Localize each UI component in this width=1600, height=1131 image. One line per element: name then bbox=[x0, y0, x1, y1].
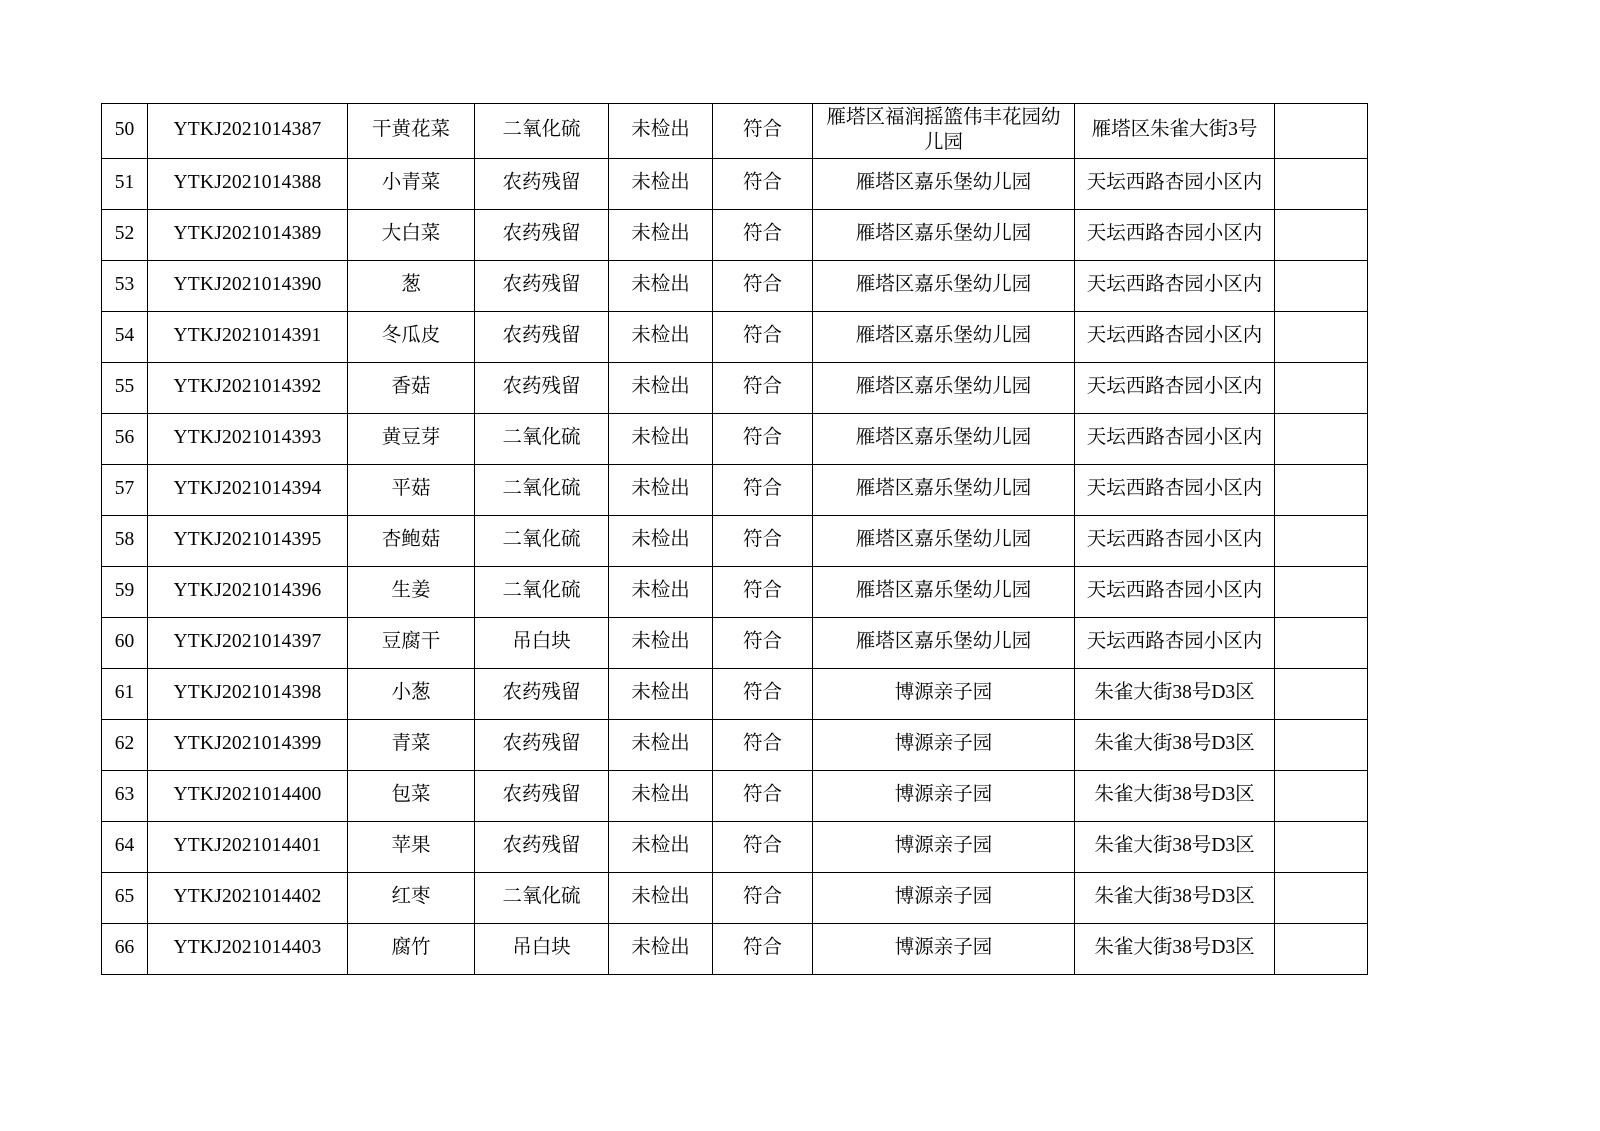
cell-address: 朱雀大街38号D3区 bbox=[1075, 668, 1275, 719]
inspection-results-table bbox=[101, 103, 1368, 975]
table-row bbox=[102, 821, 1368, 872]
table-row bbox=[102, 923, 1368, 974]
cell-index: 51 bbox=[102, 158, 148, 209]
cell-address: 朱雀大街38号D3区 bbox=[1075, 821, 1275, 872]
cell-conclusion: 符合 bbox=[713, 617, 813, 668]
table-row bbox=[102, 209, 1368, 260]
cell-address: 朱雀大街38号D3区 bbox=[1075, 872, 1275, 923]
cell-inspected-unit: 博源亲子园 bbox=[813, 668, 1075, 719]
cell-inspected-unit: 博源亲子园 bbox=[813, 923, 1075, 974]
cell-sample-code: YTKJ2021014387 bbox=[148, 104, 348, 159]
cell-test-parameter: 农药残留 bbox=[475, 158, 609, 209]
cell-sample-name: 红枣 bbox=[348, 872, 475, 923]
cell-index: 54 bbox=[102, 311, 148, 362]
cell-inspected-unit: 雁塔区嘉乐堡幼儿园 bbox=[813, 464, 1075, 515]
cell-inspected-unit: 博源亲子园 bbox=[813, 719, 1075, 770]
table-row bbox=[102, 464, 1368, 515]
cell-index: 62 bbox=[102, 719, 148, 770]
cell-conclusion: 符合 bbox=[713, 719, 813, 770]
cell-sample-code: YTKJ2021014403 bbox=[148, 923, 348, 974]
cell-index: 65 bbox=[102, 872, 148, 923]
cell-index: 56 bbox=[102, 413, 148, 464]
cell-test-parameter: 农药残留 bbox=[475, 362, 609, 413]
cell-inspected-unit: 博源亲子园 bbox=[813, 770, 1075, 821]
cell-address: 天坛西路杏园小区内 bbox=[1075, 209, 1275, 260]
cell-conclusion: 符合 bbox=[713, 821, 813, 872]
cell-test-result: 未检出 bbox=[609, 770, 713, 821]
cell-index: 52 bbox=[102, 209, 148, 260]
cell-test-parameter: 农药残留 bbox=[475, 311, 609, 362]
cell-sample-code: YTKJ2021014391 bbox=[148, 311, 348, 362]
cell-remark bbox=[1275, 158, 1368, 209]
cell-address: 天坛西路杏园小区内 bbox=[1075, 617, 1275, 668]
cell-test-result: 未检出 bbox=[609, 104, 713, 159]
cell-address: 朱雀大街38号D3区 bbox=[1075, 923, 1275, 974]
cell-index: 53 bbox=[102, 260, 148, 311]
cell-test-parameter: 农药残留 bbox=[475, 668, 609, 719]
cell-test-result: 未检出 bbox=[609, 464, 713, 515]
cell-remark bbox=[1275, 719, 1368, 770]
cell-sample-name: 小葱 bbox=[348, 668, 475, 719]
cell-test-result: 未检出 bbox=[609, 923, 713, 974]
cell-sample-name: 干黄花菜 bbox=[348, 104, 475, 159]
cell-test-result: 未检出 bbox=[609, 515, 713, 566]
table-row bbox=[102, 668, 1368, 719]
cell-address: 天坛西路杏园小区内 bbox=[1075, 515, 1275, 566]
cell-sample-code: YTKJ2021014395 bbox=[148, 515, 348, 566]
cell-sample-code: YTKJ2021014393 bbox=[148, 413, 348, 464]
cell-sample-name: 苹果 bbox=[348, 821, 475, 872]
table-row bbox=[102, 617, 1368, 668]
cell-test-result: 未检出 bbox=[609, 617, 713, 668]
cell-test-result: 未检出 bbox=[609, 872, 713, 923]
cell-test-parameter: 吊白块 bbox=[475, 617, 609, 668]
cell-test-result: 未检出 bbox=[609, 209, 713, 260]
cell-test-result: 未检出 bbox=[609, 668, 713, 719]
cell-remark bbox=[1275, 566, 1368, 617]
cell-test-result: 未检出 bbox=[609, 413, 713, 464]
cell-inspected-unit: 雁塔区嘉乐堡幼儿园 bbox=[813, 515, 1075, 566]
cell-conclusion: 符合 bbox=[713, 770, 813, 821]
cell-sample-code: YTKJ2021014397 bbox=[148, 617, 348, 668]
cell-inspected-unit: 雁塔区嘉乐堡幼儿园 bbox=[813, 413, 1075, 464]
cell-sample-name: 杏鲍菇 bbox=[348, 515, 475, 566]
cell-conclusion: 符合 bbox=[713, 104, 813, 159]
cell-sample-name: 青菜 bbox=[348, 719, 475, 770]
cell-test-result: 未检出 bbox=[609, 362, 713, 413]
cell-sample-name: 平菇 bbox=[348, 464, 475, 515]
cell-inspected-unit: 博源亲子园 bbox=[813, 821, 1075, 872]
cell-index: 63 bbox=[102, 770, 148, 821]
cell-index: 57 bbox=[102, 464, 148, 515]
cell-test-parameter: 农药残留 bbox=[475, 260, 609, 311]
cell-remark bbox=[1275, 668, 1368, 719]
cell-test-parameter: 二氧化硫 bbox=[475, 872, 609, 923]
cell-sample-name: 大白菜 bbox=[348, 209, 475, 260]
cell-test-parameter: 农药残留 bbox=[475, 719, 609, 770]
cell-test-parameter: 二氧化硫 bbox=[475, 464, 609, 515]
cell-test-result: 未检出 bbox=[609, 566, 713, 617]
cell-address: 天坛西路杏园小区内 bbox=[1075, 311, 1275, 362]
cell-test-result: 未检出 bbox=[609, 821, 713, 872]
table-row bbox=[102, 719, 1368, 770]
cell-test-result: 未检出 bbox=[609, 719, 713, 770]
cell-test-parameter: 二氧化硫 bbox=[475, 566, 609, 617]
cell-inspected-unit: 雁塔区嘉乐堡幼儿园 bbox=[813, 209, 1075, 260]
cell-conclusion: 符合 bbox=[713, 260, 813, 311]
cell-conclusion: 符合 bbox=[713, 311, 813, 362]
cell-test-result: 未检出 bbox=[609, 260, 713, 311]
table-row bbox=[102, 158, 1368, 209]
cell-test-parameter: 二氧化硫 bbox=[475, 104, 609, 159]
cell-test-parameter: 吊白块 bbox=[475, 923, 609, 974]
cell-sample-code: YTKJ2021014394 bbox=[148, 464, 348, 515]
table-row bbox=[102, 413, 1368, 464]
cell-remark bbox=[1275, 923, 1368, 974]
cell-remark bbox=[1275, 362, 1368, 413]
cell-index: 55 bbox=[102, 362, 148, 413]
table-row bbox=[102, 872, 1368, 923]
cell-conclusion: 符合 bbox=[713, 209, 813, 260]
cell-address: 天坛西路杏园小区内 bbox=[1075, 413, 1275, 464]
cell-index: 59 bbox=[102, 566, 148, 617]
cell-address: 天坛西路杏园小区内 bbox=[1075, 566, 1275, 617]
cell-conclusion: 符合 bbox=[713, 158, 813, 209]
cell-sample-name: 小青菜 bbox=[348, 158, 475, 209]
cell-remark bbox=[1275, 209, 1368, 260]
cell-sample-code: YTKJ2021014399 bbox=[148, 719, 348, 770]
table-container bbox=[101, 103, 1367, 975]
cell-test-parameter: 农药残留 bbox=[475, 821, 609, 872]
table-row bbox=[102, 770, 1368, 821]
cell-test-parameter: 农药残留 bbox=[475, 209, 609, 260]
cell-inspected-unit: 雁塔区嘉乐堡幼儿园 bbox=[813, 158, 1075, 209]
cell-index: 64 bbox=[102, 821, 148, 872]
cell-index: 58 bbox=[102, 515, 148, 566]
cell-address: 朱雀大街38号D3区 bbox=[1075, 770, 1275, 821]
cell-address: 朱雀大街38号D3区 bbox=[1075, 719, 1275, 770]
cell-inspected-unit: 雁塔区福润摇篮伟丰花园幼儿园 bbox=[813, 104, 1075, 159]
cell-conclusion: 符合 bbox=[713, 566, 813, 617]
cell-index: 66 bbox=[102, 923, 148, 974]
cell-address: 天坛西路杏园小区内 bbox=[1075, 260, 1275, 311]
cell-remark bbox=[1275, 872, 1368, 923]
cell-test-result: 未检出 bbox=[609, 158, 713, 209]
cell-sample-code: YTKJ2021014402 bbox=[148, 872, 348, 923]
cell-inspected-unit: 雁塔区嘉乐堡幼儿园 bbox=[813, 617, 1075, 668]
cell-inspected-unit: 雁塔区嘉乐堡幼儿园 bbox=[813, 311, 1075, 362]
cell-address: 雁塔区朱雀大街3号 bbox=[1075, 104, 1275, 159]
table-row bbox=[102, 566, 1368, 617]
cell-sample-name: 腐竹 bbox=[348, 923, 475, 974]
cell-conclusion: 符合 bbox=[713, 362, 813, 413]
table-row bbox=[102, 104, 1368, 159]
cell-conclusion: 符合 bbox=[713, 923, 813, 974]
cell-conclusion: 符合 bbox=[713, 413, 813, 464]
cell-address: 天坛西路杏园小区内 bbox=[1075, 362, 1275, 413]
cell-inspected-unit: 雁塔区嘉乐堡幼儿园 bbox=[813, 566, 1075, 617]
cell-sample-name: 包菜 bbox=[348, 770, 475, 821]
cell-test-parameter: 二氧化硫 bbox=[475, 515, 609, 566]
cell-conclusion: 符合 bbox=[713, 668, 813, 719]
cell-remark bbox=[1275, 260, 1368, 311]
cell-index: 50 bbox=[102, 104, 148, 159]
cell-sample-code: YTKJ2021014400 bbox=[148, 770, 348, 821]
table-row bbox=[102, 515, 1368, 566]
cell-sample-code: YTKJ2021014392 bbox=[148, 362, 348, 413]
cell-sample-name: 黄豆芽 bbox=[348, 413, 475, 464]
table-row bbox=[102, 311, 1368, 362]
table-row bbox=[102, 362, 1368, 413]
cell-sample-name: 生姜 bbox=[348, 566, 475, 617]
cell-inspected-unit: 雁塔区嘉乐堡幼儿园 bbox=[813, 362, 1075, 413]
cell-remark bbox=[1275, 104, 1368, 159]
cell-sample-name: 葱 bbox=[348, 260, 475, 311]
cell-sample-code: YTKJ2021014389 bbox=[148, 209, 348, 260]
cell-index: 60 bbox=[102, 617, 148, 668]
cell-remark bbox=[1275, 821, 1368, 872]
cell-inspected-unit: 雁塔区嘉乐堡幼儿园 bbox=[813, 260, 1075, 311]
cell-conclusion: 符合 bbox=[713, 464, 813, 515]
cell-sample-code: YTKJ2021014401 bbox=[148, 821, 348, 872]
cell-index: 61 bbox=[102, 668, 148, 719]
cell-address: 天坛西路杏园小区内 bbox=[1075, 158, 1275, 209]
cell-test-parameter: 二氧化硫 bbox=[475, 413, 609, 464]
cell-test-parameter: 农药残留 bbox=[475, 770, 609, 821]
cell-sample-code: YTKJ2021014396 bbox=[148, 566, 348, 617]
cell-remark bbox=[1275, 770, 1368, 821]
cell-remark bbox=[1275, 413, 1368, 464]
cell-sample-code: YTKJ2021014390 bbox=[148, 260, 348, 311]
cell-inspected-unit: 博源亲子园 bbox=[813, 872, 1075, 923]
table-row bbox=[102, 260, 1368, 311]
cell-sample-name: 香菇 bbox=[348, 362, 475, 413]
cell-conclusion: 符合 bbox=[713, 872, 813, 923]
table-body bbox=[102, 104, 1368, 975]
cell-test-result: 未检出 bbox=[609, 311, 713, 362]
cell-address: 天坛西路杏园小区内 bbox=[1075, 464, 1275, 515]
cell-remark bbox=[1275, 464, 1368, 515]
cell-remark bbox=[1275, 311, 1368, 362]
cell-remark bbox=[1275, 515, 1368, 566]
cell-conclusion: 符合 bbox=[713, 515, 813, 566]
cell-sample-code: YTKJ2021014398 bbox=[148, 668, 348, 719]
cell-remark bbox=[1275, 617, 1368, 668]
cell-sample-name: 豆腐干 bbox=[348, 617, 475, 668]
cell-sample-name: 冬瓜皮 bbox=[348, 311, 475, 362]
cell-sample-code: YTKJ2021014388 bbox=[148, 158, 348, 209]
